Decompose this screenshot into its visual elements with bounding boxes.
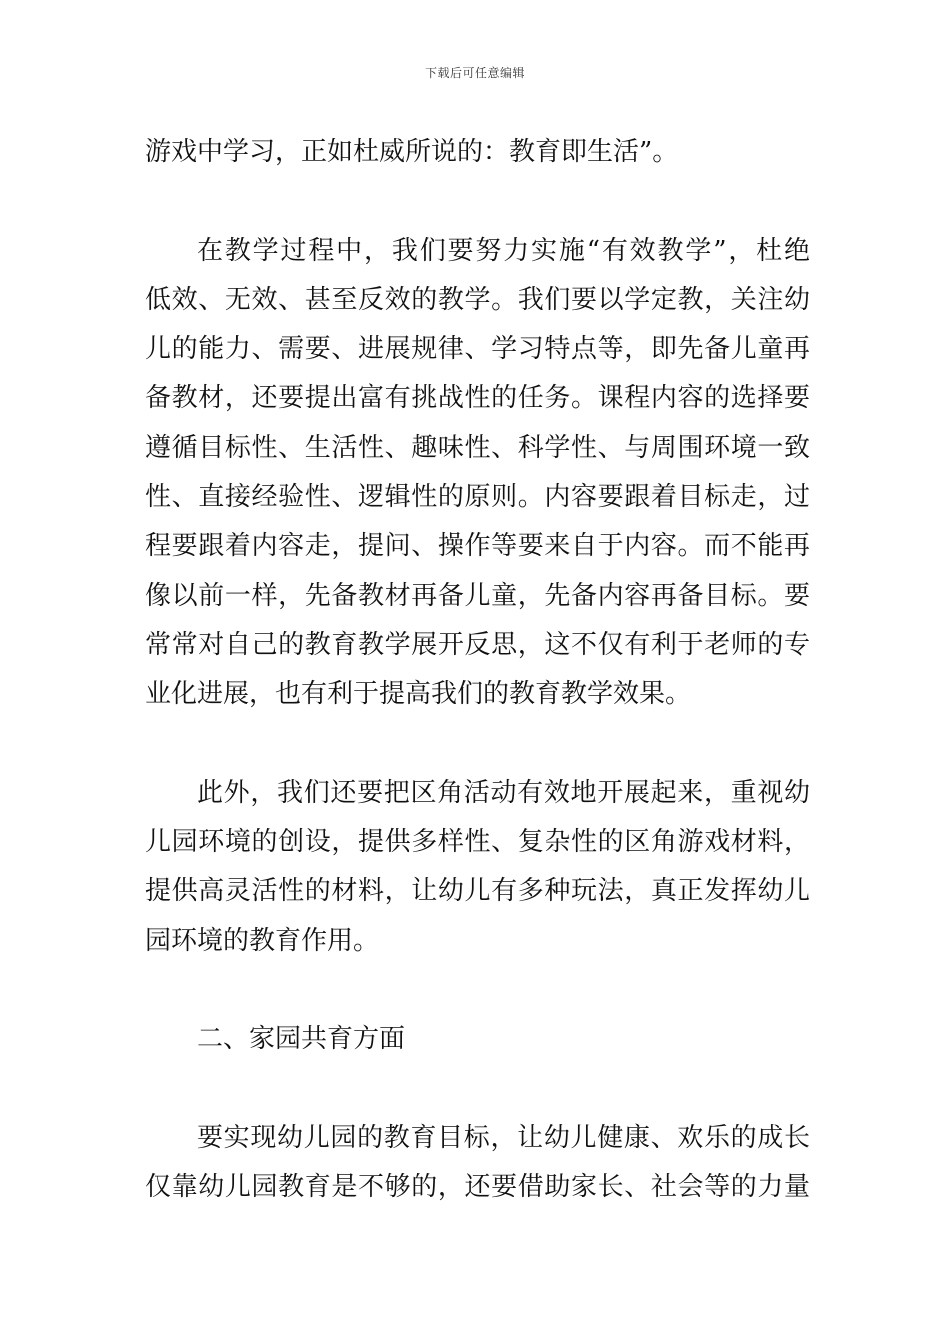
- text-line: 要实现幼儿园的教育目标，让幼儿健康、欢乐的成长: [197, 1122, 810, 1153]
- text-line: 业化进展，也有利于提高我们的教育教学效果。: [145, 679, 692, 710]
- text-line: 程要跟着内容走，提问、操作等要来自于内容。而不能再: [145, 531, 810, 562]
- text-line: 园环境的教育作用。: [145, 925, 380, 956]
- paragraph-continuation: [145, 128, 810, 177]
- text-line: 性、直接经验性、逻辑性的原则。内容要跟着目标走，过: [145, 482, 810, 513]
- text-line: 常常对自己的教育教学展开反思，这不仅有利于老师的专: [145, 629, 810, 660]
- paragraph-gap: [145, 177, 810, 226]
- text-line: 仅靠幼儿园教育是不够的，还要借助家长、社会等的力量: [145, 1172, 810, 1203]
- text-line: 提供高灵活性的材料，让幼儿有多种玩法，真正发挥幼儿: [145, 876, 810, 907]
- paragraph-gap: [145, 966, 810, 1015]
- section-heading-text: 二、家园共育方面: [197, 1024, 406, 1055]
- paragraph-gap: [145, 1065, 810, 1114]
- text-line: 在教学过程中，我们要努力实施“有效教学”，杜绝: [197, 235, 810, 266]
- text-line: 此外，我们还要把区角活动有效地开展起来，重视幼: [197, 777, 810, 808]
- paragraph-effective-teaching: [145, 227, 810, 720]
- paragraph-gap: [145, 720, 810, 769]
- paragraph-home-school: [145, 1114, 810, 1213]
- text-line: 儿的能力、需要、进展规律、学习特点等，即先备儿童再: [145, 334, 810, 365]
- document-body: [145, 128, 810, 1213]
- text-line: 儿园环境的创设，提供多样性、复杂性的区角游戏材料，: [145, 827, 810, 858]
- text-line: 游戏中学习，正如杜威所说的：教育即生活”。: [145, 137, 679, 167]
- text-line: 低效、无效、甚至反效的教学。我们要以学定教，关注幼: [145, 284, 810, 315]
- section-heading: [145, 1015, 810, 1064]
- page-header-note: 下载后可任意编辑: [424, 66, 525, 80]
- text-line: 遵循目标性、生活性、趣味性、科学性、与周围环境一致: [145, 432, 810, 463]
- text-line: 备教材，还要提出富有挑战性的任务。课程内容的选择要: [145, 383, 810, 414]
- paragraph-corner-activities: [145, 769, 810, 966]
- text-line: 像以前一样，先备教材再备儿童，先备内容再备目标。要: [145, 580, 810, 611]
